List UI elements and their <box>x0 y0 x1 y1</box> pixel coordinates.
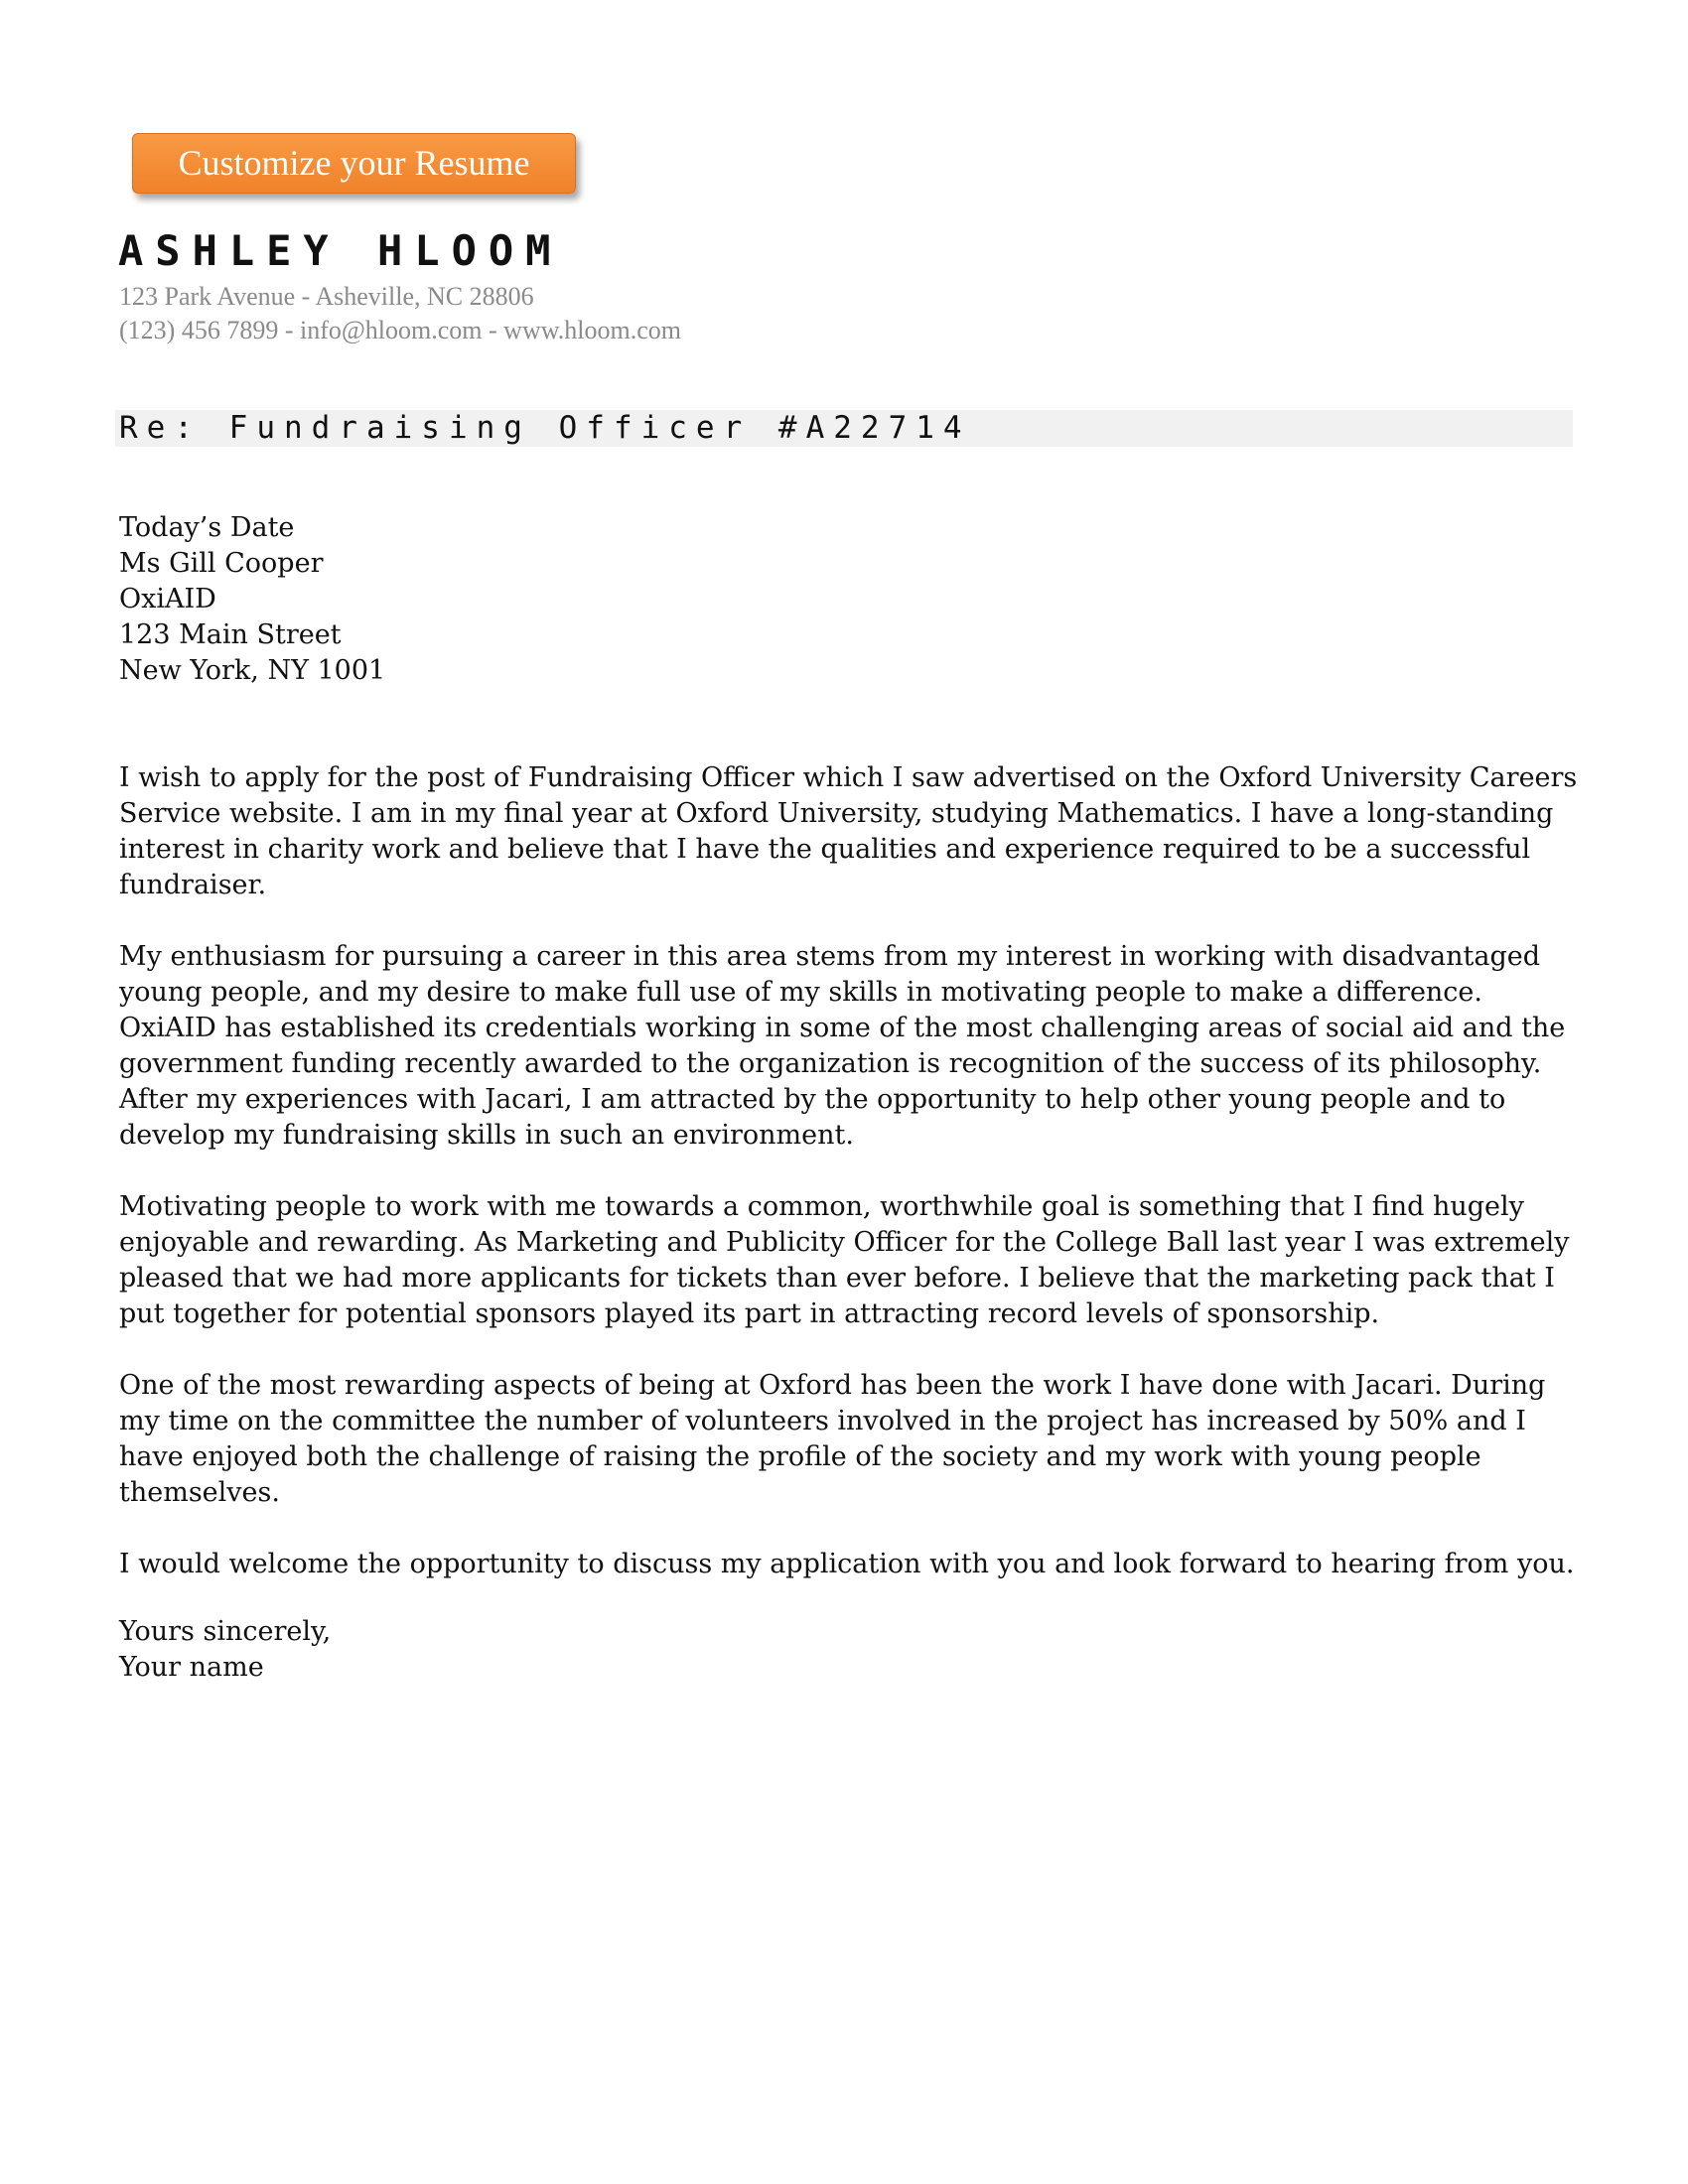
body-paragraph: I wish to apply for the post of Fundraising Officer which I saw advertised on the Oxford University Careers Service website. I am in my final year at Oxford University, studying Mathematics. I have a long-standing interest in charity work and believe that I have the qualities and experience required to be a successful fundraiser. <box>119 762 1578 900</box>
letter-date: Today’s Date <box>119 512 295 543</box>
recipient-block <box>119 510 1579 689</box>
signature-name: Your name <box>119 1652 264 1683</box>
applicant-name: ASHLEY HLOOM <box>118 226 563 275</box>
closing-block <box>119 1614 1579 1686</box>
body-paragraph: My enthusiasm for pursuing a career in this area stems from my interest in working with disadvantaged young people, and my desire to make full use of my skills in motivating people to make a difference. OxiAID has established its credentials working in some of the most challenging areas of social aid and the government funding recently awarded to the organization is recognition of the success of its philosophy. After my experiences with Jacari, I am attracted by the opportunity to help other young people and to develop my fundraising skills in such an environment. <box>119 941 1566 1151</box>
body-paragraph: One of the most rewarding aspects of being at Oxford has been the work I have done with Jacari. During my time on the committee the number of volunteers involved in the project has increased by 50% and I have enjoyed both the challenge of raising the profile of the society and my work with young people themselves. <box>119 1370 1546 1508</box>
recipient-name: Ms Gill Cooper <box>119 548 324 579</box>
letter-body <box>119 760 1579 1618</box>
subject-bar <box>115 410 1573 447</box>
recipient-street: 123 Main Street <box>119 619 342 650</box>
body-paragraph: I would welcome the opportunity to discuss my application with you and look forward to hearing from you. <box>119 1549 1575 1579</box>
closing-salutation: Yours sincerely, <box>119 1616 332 1647</box>
customize-resume-button[interactable]: Customize your Resume <box>132 133 576 194</box>
subject-line: Re: Fundraising Officer #A22714 <box>119 410 971 446</box>
applicant-address: 123 Park Avenue - Asheville, NC 28806 <box>119 282 534 311</box>
recipient-company: OxiAID <box>119 584 216 614</box>
recipient-city: New York, NY 1001 <box>119 655 386 686</box>
applicant-contact-info: (123) 456 7899 - info@hloom.com - www.hloom.com <box>119 316 682 344</box>
body-paragraph: Motivating people to work with me towards a common, worthwhile goal is something that I find hugely enjoyable and rewarding. As Marketing and Publicity Officer for the College Ball last year I was extremely pleased that we had more applicants for tickets than ever before. I believe that the marketing pack that I put together for potential sponsors played its part in attracting record levels of sponsorship. <box>119 1191 1570 1329</box>
